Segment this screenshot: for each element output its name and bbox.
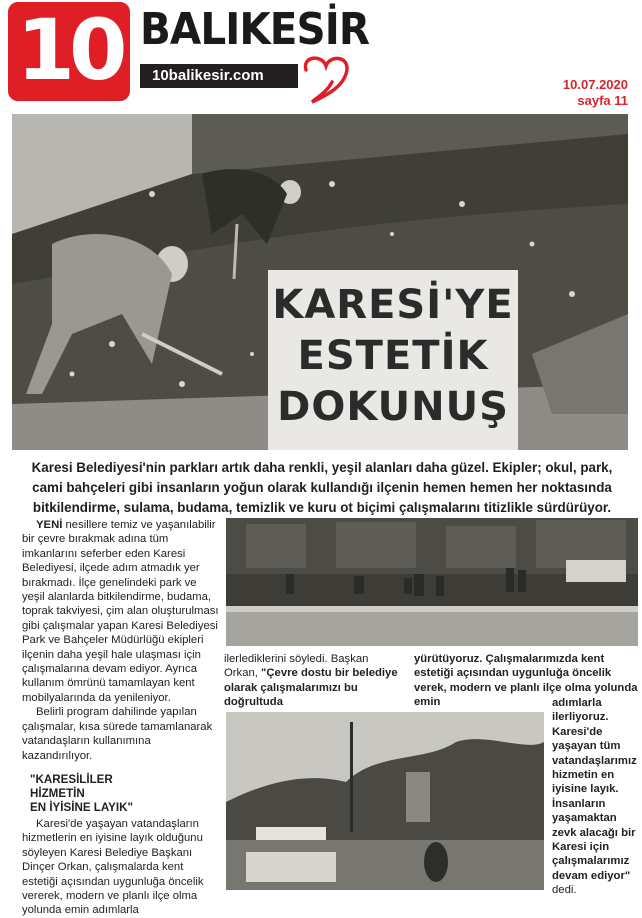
middle-a-quote: "Çevre dostu bir belediye olarak çalışmalarımızı bu doğrultuda (224, 667, 398, 709)
column-right (552, 696, 642, 898)
subheading-line-2: HİZMETİN (30, 786, 85, 800)
headline-line-3: DOKUNUŞ (277, 384, 509, 430)
headline-line-2: ESTETİK (297, 333, 489, 379)
park-photo (226, 518, 638, 646)
issue-date: 10.07.2020 (562, 77, 628, 92)
logo-badge (8, 2, 130, 101)
paragraph-1-text: nesillere temiz ve yaşanılabilir bir çevre bırakmak adına tüm imkanlarını seferber eden Karesi Belediyesi, ilçede adım atmadık yer bırakmadı. İlçe genelindeki park ve yeşil alanlarda bitkilendirme, budama, toprak takviyesi, çim alan oluşturulması gibi çalışmalar yapan Karesi Belediyesi Park ve Bahçeler Müdürlüğü ekipleri ilçenin daha yeşil hale ulaşması için çalışmalarına devam ediyor. Ayrıca kullanım ömrünü tamamlayan kent mobilyalarında da yenileniyor. (22, 519, 219, 704)
column-middle-b: yürütüyoruz. Çalışmalarımızda kent estetiği açısından uygunluğa öncelik verek, modern ve planlı ilçe olma yolunda emin (414, 653, 638, 709)
paragraph-2: Belirli program dahilinde yapılan çalışmalar, kısa sürede tamamlanarak vatandaşların kullanımına kazandırılıyor. (22, 706, 213, 762)
column-middle-a (224, 652, 404, 710)
playground-photo-illustration (226, 712, 544, 890)
brand-url[interactable]: 10balikesir.com (140, 64, 298, 88)
playground-photo (226, 712, 544, 890)
column-left (22, 518, 220, 918)
right-tail: dedi. (552, 884, 577, 897)
lead-paragraph: Karesi Belediyesi'nin parkları artık daha renkli, yeşil alanları daha güzel. Ekipler; okul, park, cami bahçeleri gibi insanların yoğun olarak kullandığı ilçenin hemen hemen her noktasında bitkilendirme, sulama, budama, temizlik ve kuru ot biçimi çalışmalarını titizlikle sürdürüyor. (31, 460, 613, 515)
headline (268, 280, 518, 433)
paragraph-1 (22, 518, 220, 705)
subheading (22, 773, 220, 815)
lead-word: YENİ (36, 519, 63, 531)
right-quote: adımlarla ilerliyoruz. Karesi'de yaşayan tüm vatandaşlarımız hizmetin en iyisine layık. İnsanların yaşamaktan zevk alacağı bir Karesi için çalışmalarımız devam ediyor" (552, 697, 637, 882)
paragraph-3: Karesi'de yaşayan vatandaşların hizmetlerin en iyisine layık olduğunu söyleyen Karesi Belediye Başkanı Dinçer Orkan, çalışmalarda kent estetiği açısından uygunluğa öncelik vererek, modern ve planlı ilçe olma yolunda emin adımlarla (22, 817, 204, 917)
issue-info (563, 77, 628, 109)
heart-icon (296, 50, 356, 106)
subheading-line-3: EN İYİSİNE LAYIK" (30, 800, 133, 814)
headline-line-1: KARESİ'YE (272, 282, 514, 328)
logo-number: 10 (16, 0, 122, 99)
middle-a-text: ilerlediklerini söyledi. Başkan Orkan, (224, 653, 369, 680)
brand-name: BALIKESİR (140, 4, 370, 55)
park-photo-illustration (226, 518, 638, 646)
subheading-line-1: "KARESİLİLER (30, 772, 113, 786)
page-number: sayfa 11 (577, 93, 628, 108)
